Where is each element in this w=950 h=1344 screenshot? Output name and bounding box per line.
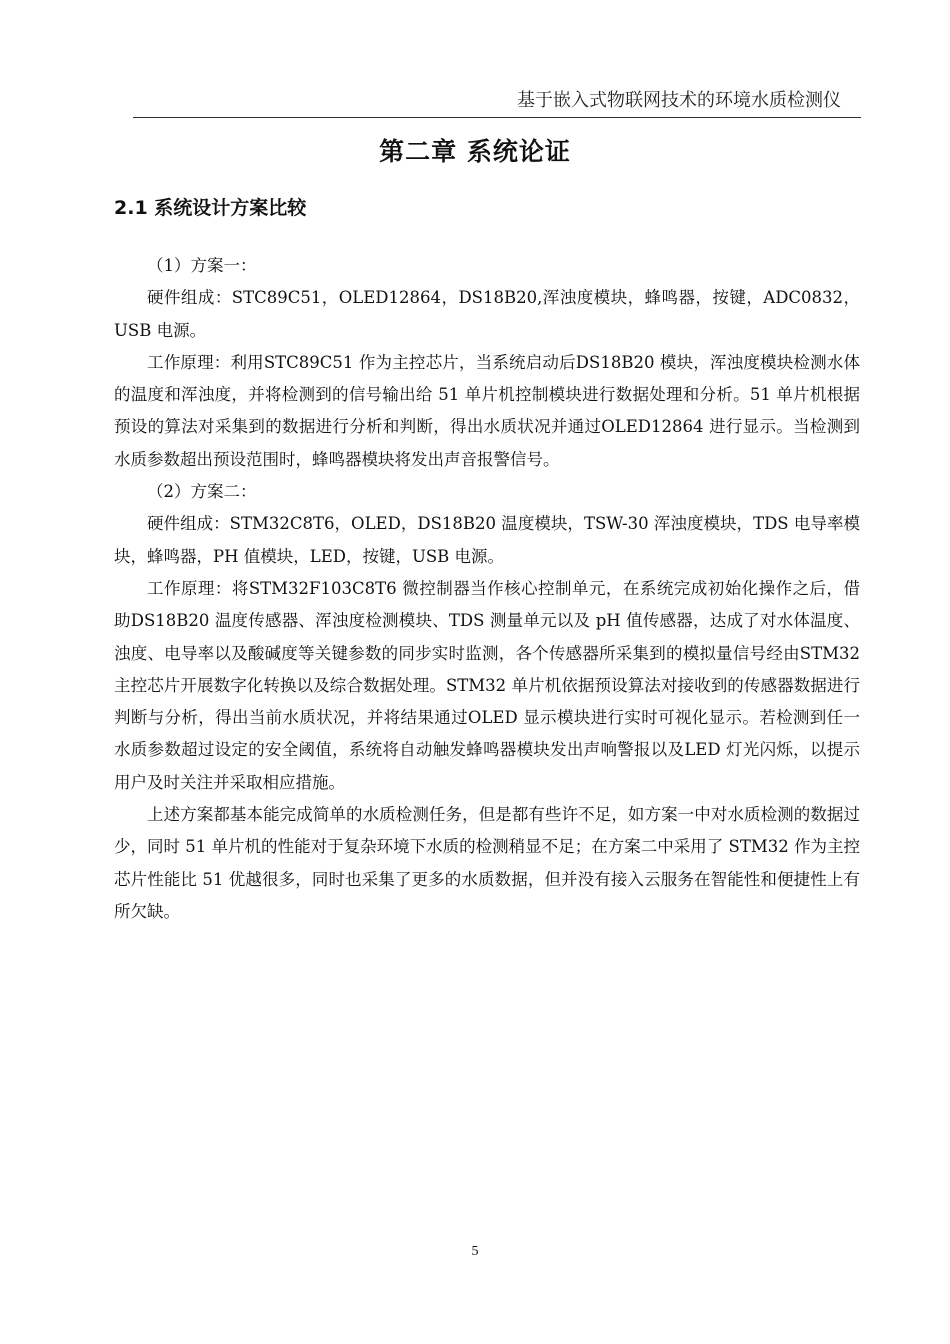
running-header: 基于嵌入式物联网技术的环境水质检测仪 xyxy=(517,90,841,111)
section-heading: 2.1 系统设计方案比较 xyxy=(114,197,307,219)
page-number: 5 xyxy=(471,1244,479,1259)
plan2-label: （2）方案二： xyxy=(147,482,257,502)
body-text xyxy=(114,250,860,928)
plan2-principle-paragraph: 工作原理：将STM32F103C8T6 微控制器当作核心控制单元，在系统完成初始化操作之后，借助DS18B20 温度传感器、浑浊度检测模块、TDS 测量单元以及 pH 值传感器，达成了对水体温度、浊度、电导率以及酸碱度等关键参数的同步实时监测，各个传感器所采集到的模拟量信号经由STM32 主控芯片开展数字化转换以及综合数据处理。STM32 单片机依据预设算法对接收到的传感器数据进行判断与分析，得出当前水质状况，并将结果通过OLED 显示模块进行实时可视化显示。若检测到任一水质参数超过设定的安全阈值，系统将自动触发蜂鸣器模块发出声响警报以及LED 灯光闪烁，以提示用户及时关注并采取相应措施。 xyxy=(114,578,860,792)
plan1-label: （1）方案一： xyxy=(147,256,257,275)
header-rule xyxy=(133,117,861,118)
plan1-principle-paragraph: 工作原理：利用STC89C51 作为主控芯片，当系统启动后DS18B20 模块，浑浊度模块检测水体的温度和浑浊度，并将检测到的信号输出给 51 单片机控制模块进行数据处理和分析。51 单片机根据预设的算法对采集到的数据进行分析和判断，得出水质状况并通过OLED12864 进行显示。当检测到水质参数超出预设范围时，蜂鸣器模块将发出声音报警信号。 xyxy=(114,352,860,469)
plan1-hardware-paragraph: 硬件组成：STC89C51，OLED12864，DS18B20,浑浊度模块，蜂鸣器，按键，ADC0832，USB 电源。 xyxy=(114,288,860,340)
summary-paragraph: 上述方案都基本能完成简单的水质检测任务，但是都有些许不足，如方案一中对水质检测的数据过少，同时 51 单片机的性能对于复杂环境下水质的检测稍显不足；在方案二中采用了 STM32 作为主控芯片性能比 51 优越很多，同时也采集了更多的水质数据，但并没有接入云服务在智能性和便捷性上有所欠缺。 xyxy=(114,805,860,921)
plan2-hardware-paragraph: 硬件组成：STM32C8T6，OLED，DS18B20 温度模块，TSW-30 浑浊度模块，TDS 电导率模块，蜂鸣器，PH 值模块，LED，按键，USB 电源。 xyxy=(114,514,860,566)
chapter-title: 第二章 系统论证 xyxy=(379,137,571,166)
